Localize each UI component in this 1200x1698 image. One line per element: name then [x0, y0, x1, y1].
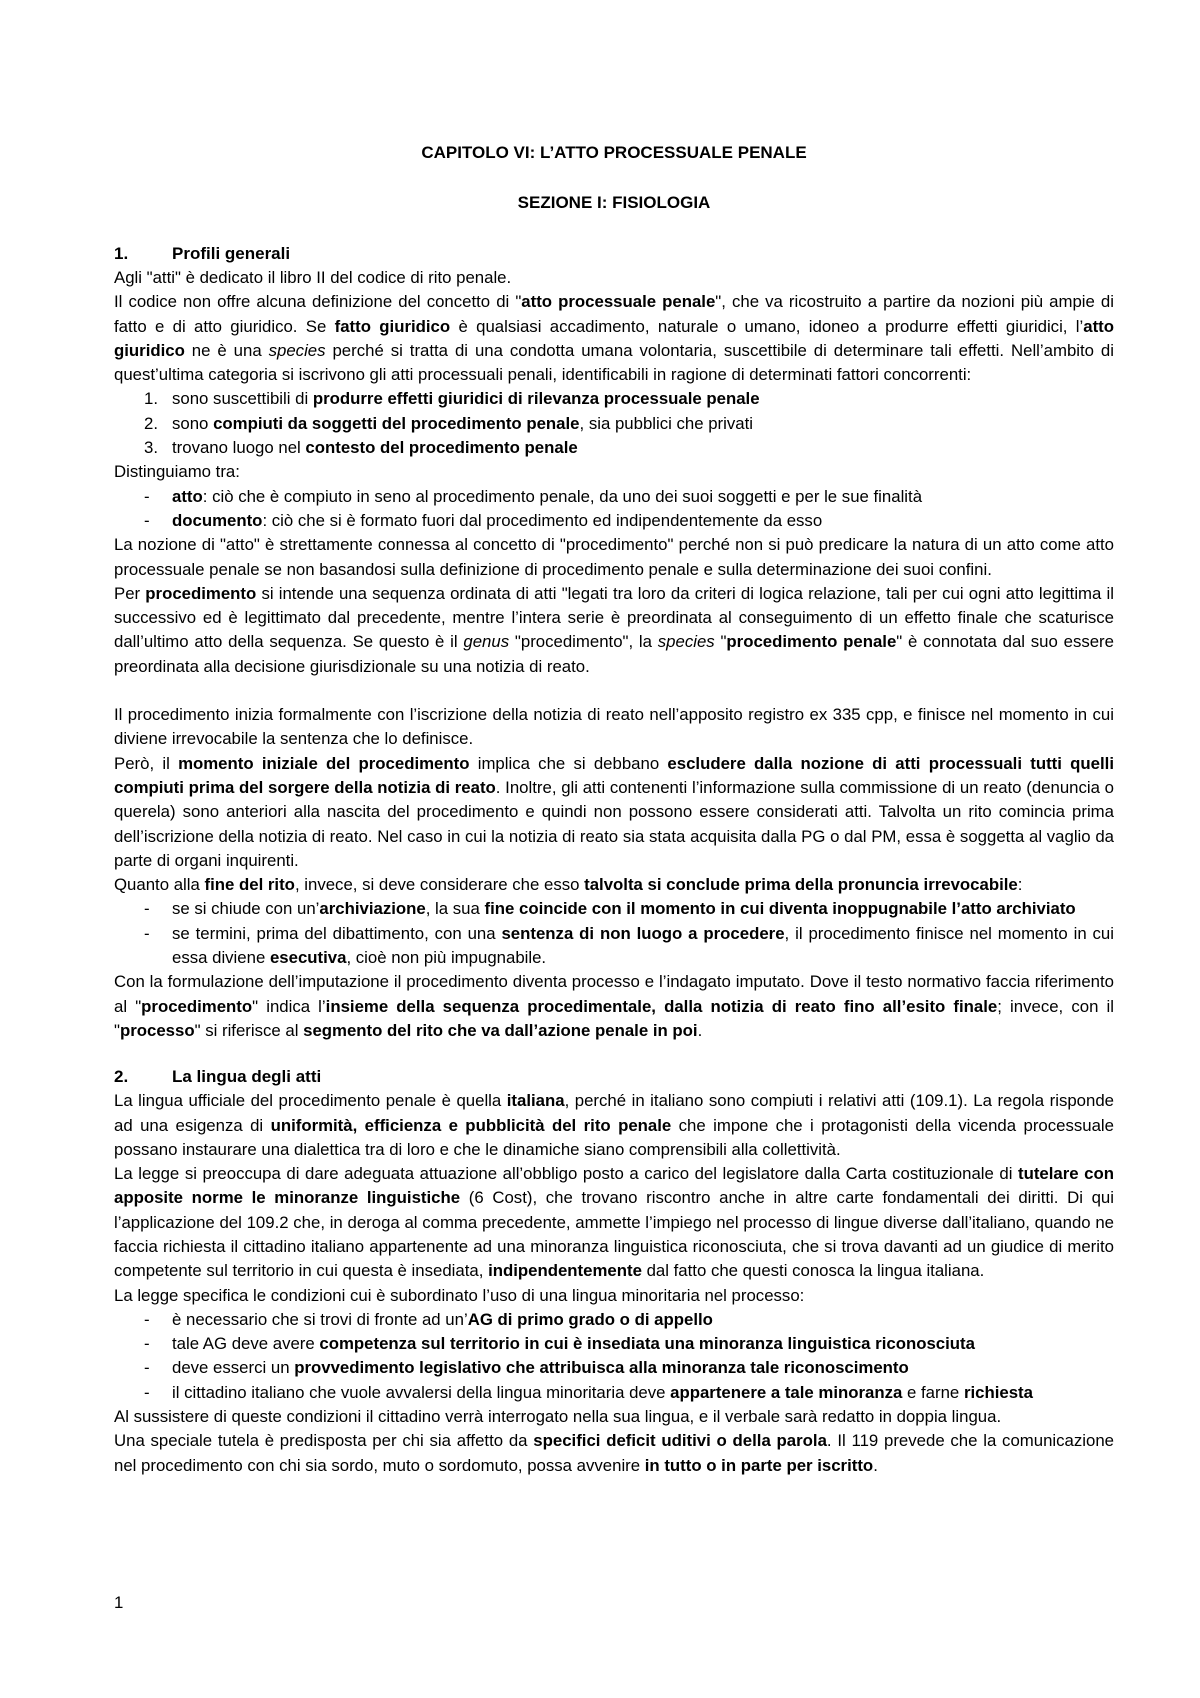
- bold-run: appartenere a tale minoranza: [670, 1382, 903, 1402]
- text-run: trovano luogo nel: [172, 438, 306, 458]
- bold-run: insieme della sequenza procedimentale, dalla notizia di reato fino all’esito finale: [325, 996, 998, 1016]
- bold-run: compiuti da soggetti del procedimento penale: [213, 413, 580, 433]
- bold-run: in tutto o in parte per iscritto: [644, 1455, 874, 1475]
- text-run: che impone che i protagonisti della vicenda processuale possano instaurare una dialettica tra di loro e che le dinamiche siano comprensibili alla collettività.: [114, 1115, 1114, 1159]
- bold-run: sentenza di non luogo a procedere: [501, 923, 785, 943]
- paragraph: [114, 1405, 1114, 1429]
- bold-run: processo: [119, 1020, 195, 1040]
- paragraph: [114, 290, 1114, 387]
- paragraph: [114, 582, 1114, 679]
- text-run: Al sussistere di queste condizioni il cittadino verrà interrogato nella sua lingua, e il verbale sarà redatto in doppia lingua.: [114, 1407, 1002, 1427]
- bold-run: specifici deficit uditivi o della parola: [533, 1431, 827, 1451]
- paragraph: [114, 266, 1114, 290]
- bold-run: esecutiva: [269, 948, 347, 968]
- paragraph: [114, 1089, 1114, 1162]
- list-item: [114, 509, 1114, 533]
- list-marker: 2.: [144, 413, 158, 433]
- list-marker: -: [144, 1358, 150, 1378]
- bold-run: fatto giuridico: [334, 316, 451, 336]
- list-marker: -: [144, 1309, 150, 1329]
- bold-run: produrre effetti giuridici di rilevanza processuale penale: [312, 389, 760, 409]
- text-run: e farne: [902, 1382, 964, 1402]
- bold-run: segmento del rito che va dall’azione penale in poi: [303, 1020, 698, 1040]
- bold-run: contesto del procedimento penale: [305, 438, 578, 458]
- numbered-list: [114, 387, 1114, 460]
- bold-run: richiesta: [963, 1382, 1033, 1402]
- section-heading: SEZIONE I: FISIOLOGIA: [517, 193, 711, 212]
- list-item: [114, 1381, 1114, 1405]
- list-item: [114, 436, 1114, 460]
- text-run: Una speciale tutela è predisposta per chi sia affetto da: [114, 1431, 534, 1451]
- text-run: (6 Cost), che trovano riscontro anche in altre carte fondamentali dei diritti. Di qui l’applicazione del 109.2 che, in deroga al comma precedente, ammette l’impiego nel processo di lingue diverse dall’italiano, quando ne faccia richiesta il cittadino italiano appartenente ad una minoranza linguistica riconosciuta, che si trova davanti ad un giudice di merito competente sul territorio in cui questa è insediata,: [114, 1188, 1114, 1281]
- text-run: Distinguiamo tra:: [114, 462, 240, 482]
- italic-run: genus: [463, 632, 510, 652]
- bold-run: fine del rito: [204, 875, 295, 895]
- text-run: perché si tratta di una condotta umana volontaria, suscettibile di determinare tali effetti. Nell’ambito di quest’ultima categoria si iscrivono gli atti processuali penali, identificabili in ragione di determinati fattori concorrenti:: [114, 340, 1114, 385]
- bold-run: atto: [172, 486, 203, 506]
- bold-run: procedimento: [141, 996, 253, 1016]
- list-marker: -: [144, 899, 150, 919]
- paragraph: [114, 970, 1114, 1043]
- bold-run: talvolta si conclude prima della pronuncia irrevocabile: [584, 875, 1018, 895]
- paragraph: [114, 460, 1114, 484]
- text-run: Il procedimento inizia formalmente con l’iscrizione della notizia di reato nell’apposito registro ex 335 cpp, e finisce nel momento in cui diviene irrevocabile la sentenza che lo definisce.: [114, 705, 1114, 749]
- text-run: Il codice non offre alcuna definizione del concetto di ": [114, 292, 522, 312]
- text-run: sono suscettibili di: [172, 389, 313, 409]
- text-run: implica che si debbano: [469, 753, 668, 773]
- text-run: , cioè non più impugnabile.: [346, 948, 547, 968]
- bold-run: escludere dalla nozione di atti processuali tutti quelli compiuti prima del sorgere della notizia di reato: [114, 753, 1114, 797]
- text-run: La nozione di "atto" è strettamente connessa al concetto di "procedimento" perché non si può predicare la natura di un atto come atto processuale penale se non basandosi sulla definizione di procedimento penale e sulla determinazione dei suoi confini.: [114, 535, 1114, 579]
- italic-run: species: [657, 632, 715, 652]
- text-run: ": [714, 632, 727, 652]
- text-run: dal fatto che questi conosca la lingua italiana.: [641, 1261, 985, 1281]
- text-run: si intende una sequenza ordinata di atti "legati tra loro da criteri di logica relazione, tali per cui ogni atto legittima il successivo ed è legittimato dal precedente, mentre l’intera serie è preordinata al conseguimento di un effetto finale che scaturisce dall’ultimo atto della sequenza. Se questo è il: [114, 583, 1114, 652]
- text-run: se si chiude con un’: [172, 899, 320, 919]
- text-run: , sia pubblici che privati: [579, 413, 753, 433]
- paragraph: [114, 533, 1114, 582]
- bold-run: competenza sul territorio in cui è insediata una minoranza linguistica riconosciuta: [319, 1334, 975, 1354]
- text-run: Però, il: [114, 753, 179, 773]
- text-run: , la sua: [425, 899, 485, 919]
- text-run: Quanto alla: [114, 875, 205, 895]
- list-marker: -: [144, 1334, 150, 1354]
- list-item: [114, 412, 1114, 436]
- text-run: , invece, si deve considerare che esso: [294, 875, 585, 895]
- text-run: Agli "atti" è dedicato il libro II del codice di rito penale.: [114, 268, 512, 287]
- bold-run: fine coincide con il momento in cui diventa inoppugnabile l’atto archiviato: [484, 899, 1076, 919]
- bold-run: tutelare con apposite norme le minoranze linguistiche: [114, 1164, 1114, 1208]
- list-item: [114, 1332, 1114, 1356]
- bold-run: atto processuale penale: [521, 292, 716, 312]
- paragraph: [114, 1429, 1114, 1478]
- list-marker: -: [144, 510, 150, 530]
- section-number: 2.: [114, 1067, 129, 1087]
- text-run: è qualsiasi accadimento, naturale o umano, idoneo a produrre effetti giuridici, l’: [450, 316, 1084, 336]
- bold-run: documento: [172, 510, 263, 530]
- text-run: . Il 119 prevede che la comunicazione nel procedimento con chi sia sordo, muto o sordomuto, possa avvenire: [114, 1431, 1114, 1475]
- text-run: ; invece, con il ": [114, 996, 1114, 1040]
- paragraph: [114, 873, 1114, 897]
- dash-list: [114, 1308, 1114, 1405]
- section-number: 1.: [114, 244, 129, 263]
- text-run: Con la formulazione dell’imputazione il procedimento diventa processo e l’indagato imputato. Dove il testo normativo faccia riferimento al ": [114, 972, 1114, 1016]
- page-number: 1: [114, 1593, 124, 1612]
- text-run: : ciò che è compiuto in seno al procedimento penale, da uno dei suoi soggetti e per le sue finalità: [202, 486, 923, 506]
- bold-run: momento iniziale del procedimento: [178, 753, 470, 773]
- text-run: . Inoltre, gli atti contenenti l’informazione sulla commissione di un reato (denuncia o querela) sono anteriori alla nascita del procedimento e quindi non possono essere considerati atti. Talvolta un rito comincia prima dell’iscrizione della notizia di reato. Nel caso in cui la notizia di reato sia stata acquisita dalla PG o dal PM, essa è soggetta al vaglio da parte di organi inquirenti.: [114, 777, 1114, 870]
- text-run: il cittadino italiano che vuole avvalersi della lingua minoritaria deve: [172, 1382, 671, 1402]
- text-run: ne è una: [184, 340, 269, 360]
- section-title-text: Profili generali: [172, 244, 291, 263]
- bold-run: procedimento penale: [726, 632, 897, 652]
- italic-run: species: [268, 340, 326, 360]
- bold-run: provvedimento legislativo che attribuisca alla minoranza tale riconoscimento: [294, 1358, 909, 1378]
- text-run: ", che va ricostruito a partire da nozioni più ampie di fatto e di atto giuridico. Se: [114, 292, 1114, 336]
- text-run: se termini, prima del dibattimento, con una: [172, 923, 502, 943]
- chapter-title: CAPITOLO VI: L’ATTO PROCESSUALE PENALE: [421, 143, 807, 162]
- list-item: [114, 1356, 1114, 1380]
- section-title-text: La lingua degli atti: [172, 1067, 322, 1087]
- document-body: [114, 242, 1114, 1478]
- text-run: La lingua ufficiale del procedimento penale è quella: [114, 1091, 507, 1111]
- text-run: sono: [172, 413, 214, 433]
- bold-run: italiana: [506, 1091, 565, 1111]
- text-run: La legge si preoccupa di dare adeguata attuazione all’obbligo posto a carico del legislatore dalla Carta costituzionale di: [114, 1164, 1018, 1184]
- text-run: La legge specifica le condizioni cui è subordinato l’uso di una lingua minoritaria nel processo:: [114, 1285, 805, 1305]
- bold-run: atto giuridico: [114, 316, 1115, 360]
- text-run: " indica l’: [252, 996, 326, 1016]
- bold-run: uniformità, efficienza e pubblicità del rito penale: [270, 1115, 672, 1135]
- text-run: Per: [114, 583, 146, 603]
- section-title: [114, 242, 1114, 266]
- dash-list: [114, 897, 1114, 970]
- text-run: "procedimento", la: [509, 632, 658, 652]
- text-run: " si riferisce al: [194, 1020, 304, 1040]
- text-run: , perché in italiano sono compiuti i relativi atti (109.1). La regola risponde ad una esigenza di: [114, 1091, 1114, 1135]
- paragraph: [114, 1162, 1114, 1283]
- paragraph: [114, 703, 1114, 752]
- text-run: :: [1017, 875, 1023, 895]
- list-item: [114, 485, 1114, 509]
- bold-run: indipendentemente: [488, 1261, 642, 1281]
- list-item: [114, 897, 1114, 921]
- text-run: : ciò che si è formato fuori dal procedimento ed indipendentemente da esso: [262, 510, 823, 530]
- bold-run: AG di primo grado o di appello: [467, 1309, 713, 1329]
- paragraph: [114, 752, 1114, 873]
- text-run: .: [697, 1020, 703, 1040]
- paragraph: [114, 1284, 1114, 1308]
- list-item: [114, 922, 1114, 971]
- text-run: " è connotata dal suo essere preordinata alla decisione giurisdizionale su una notizia di reato.: [114, 632, 1114, 676]
- list-item: [114, 1308, 1114, 1332]
- list-item: [114, 387, 1114, 411]
- list-marker: -: [144, 486, 150, 506]
- bold-run: archiviazione: [319, 899, 426, 919]
- list-marker: -: [144, 923, 150, 943]
- text-run: .: [873, 1455, 878, 1475]
- section-title: [114, 1065, 1114, 1089]
- text-run: , il procedimento finisce nel momento in cui essa diviene: [172, 923, 1114, 968]
- list-marker: 1.: [144, 389, 158, 409]
- text-run: deve esserci un: [172, 1358, 295, 1378]
- dash-list: [114, 485, 1114, 534]
- bold-run: procedimento: [145, 583, 257, 603]
- list-marker: 3.: [144, 438, 158, 458]
- text-run: tale AG deve avere: [172, 1334, 320, 1354]
- list-marker: -: [144, 1382, 150, 1402]
- text-run: è necessario che si trovi di fronte ad un’: [172, 1309, 468, 1329]
